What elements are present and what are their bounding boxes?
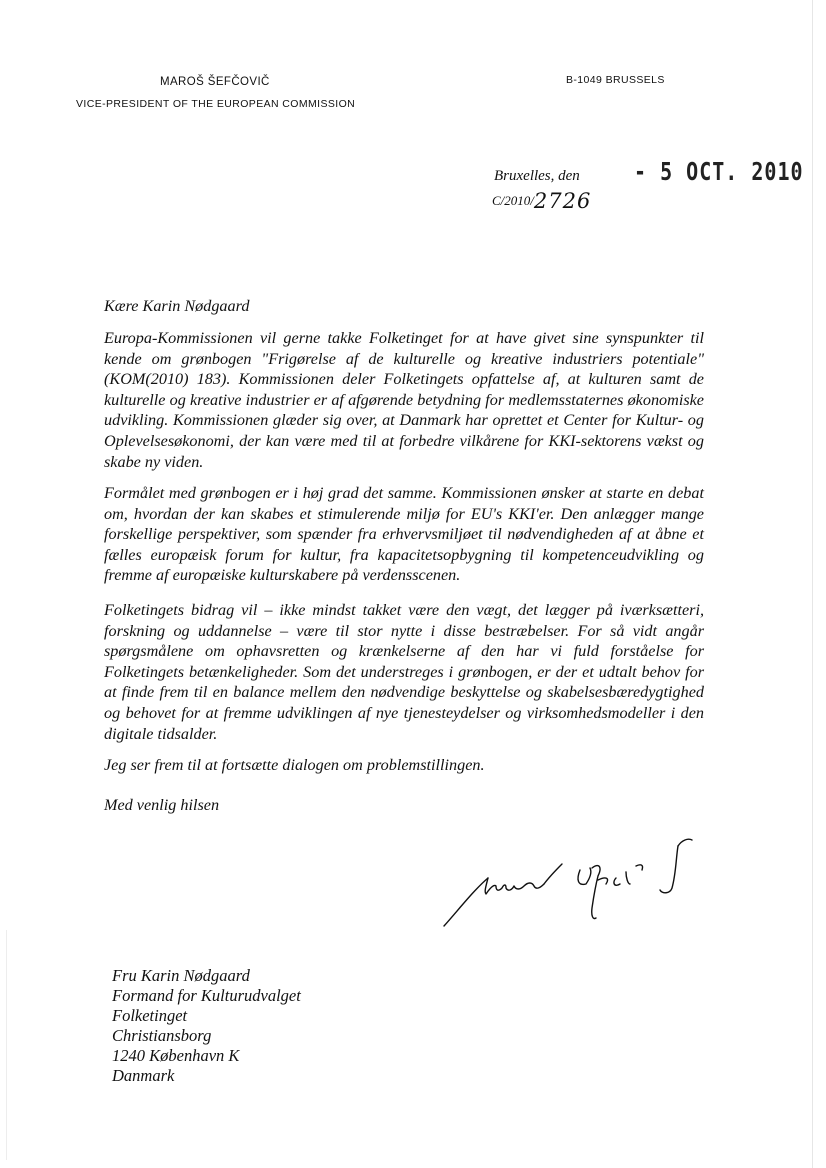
paragraph-3: Folketingets bidrag vil – ikke mindst takket være den vægt, det lægger på iværksætteri, forskning og uddannelse – være til stor nytte i disse bestræbelser. For så vidt angår spørgsmålene om ophavsretten og krænkelserne af den har vi fuld forståelse for Folketingets betænkeligheder. Som det understreges i grønbogen, er der et udtalt behov for at finde frem til en balance mellem den nødvendige beskyttelse og skabelsesbæredygtighed og behovet for at fremme udviklingen af nye tjenesteydelser og virksomhedsmodeller i den digitale tidsalder. xyxy=(104,601,704,743)
recipient-line-1: Fru Karin Nødgaard xyxy=(112,966,250,985)
recipient-line-2: Formand for Kulturudvalget xyxy=(112,986,301,1005)
paragraph-1: Europa-Kommissionen vil gerne takke Folketinget for at have givet sine synspunkter til kende om grønbogen "Frigørelse af de kulturelle og kreative industriers potentiale" (KOM(2010) 183). Kommissionen deler Folketingets opfattelse af, at kulturen samt de kulturelle og kreative industrier er af afgørende betydning for medlemsstaternes økonomiske udvikling. Kommissionen glæder sig over, at Danmark har oprettet et Center for Kultur- og Oplevelsesøkonomi, der kan være med til at forbedre vilkårene for KKI-sektorens vækst og skabe ny viden. xyxy=(104,329,704,471)
recipient-line-3: Folketinget xyxy=(112,1006,188,1025)
closing: Med venlig hilsen xyxy=(104,796,220,814)
handwritten-signature xyxy=(440,828,710,938)
salutation: Kære Karin Nødgaard xyxy=(104,297,250,315)
paragraph-4: Jeg ser frem til at fortsætte dialogen om problemstillingen. xyxy=(104,756,485,774)
scan-edge-line-left xyxy=(6,930,7,1160)
sender-address: B-1049 BRUSSELS xyxy=(566,74,665,86)
scan-edge-line xyxy=(812,0,813,1168)
date-stamp: - 5 OCT. 2010 xyxy=(634,156,804,186)
reference-line xyxy=(492,189,591,213)
recipient-line-4: Christiansborg xyxy=(112,1026,212,1045)
recipient-line-6: Danmark xyxy=(112,1066,175,1085)
recipient-line-5: 1240 København K xyxy=(112,1046,240,1065)
reference-number-handwritten: 2726 xyxy=(533,189,592,213)
sender-title: VICE-PRESIDENT OF THE EUROPEAN COMMISSION xyxy=(76,98,356,110)
sender-name: MAROŠ ŠEFČOVIČ xyxy=(160,76,270,88)
paragraph-2: Formålet med grønbogen er i høj grad det samme. Kommissionen ønsker at starte en debat om, hvordan der kan skabes et stimulerende miljø for EU's KKI'er. Den anlægger mange forskellige perspektiver, som spænder fra erhvervsmiljøet til nødvendigheden af at åbne et fælles europæisk forum for kultur, fra kapacitetsopbygning til kompetenceudvikling og fremme af europæiske kulturskabere på verdensscenen. xyxy=(104,484,704,585)
reference-prefix: C/2010/ xyxy=(492,193,534,208)
place-line: Bruxelles, den xyxy=(494,168,580,184)
recipient-address xyxy=(112,966,301,1086)
